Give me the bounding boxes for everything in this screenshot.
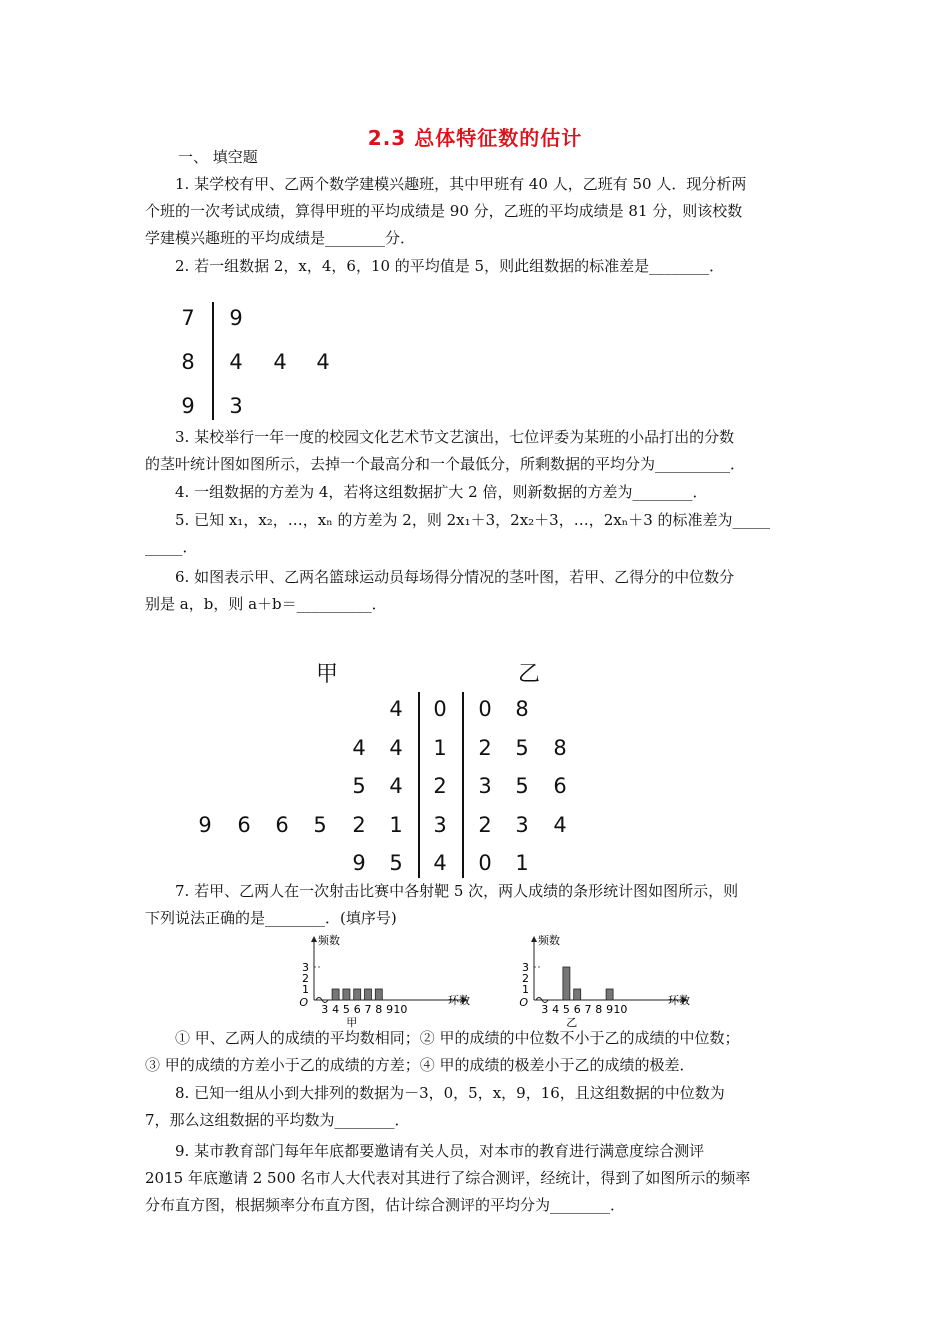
q7-option-line: ③ 甲的成绩的方差小于乙的成绩的方差；④ 甲的成绩的极差小于乙的成绩的极差．: [145, 1056, 695, 1074]
leaf-yi: 4: [553, 813, 567, 837]
stem: 2: [433, 774, 447, 798]
q9-line: 分布直方图，根据频率分布直方图，估计综合测评的平均分为________．: [145, 1196, 626, 1214]
y-tick-label: 1: [302, 983, 309, 996]
q6-line: 别是 a，b，则 a＋b＝__________．: [145, 595, 387, 613]
y-axis-arrow: [531, 936, 537, 942]
page-title: 2.3 总体特征数的估计: [367, 126, 583, 150]
bar-chart-jia: [284, 932, 484, 1032]
x-tick-label: 9: [606, 1003, 614, 1016]
q7-option-line: ① 甲、乙两人的成绩的平均数相同；② 甲的成绩的中位数不小于乙的成绩的中位数；: [175, 1029, 740, 1047]
bar: [606, 989, 613, 1000]
x-tick-label: 5: [342, 1003, 350, 1016]
x-tick-label: 5: [562, 1003, 570, 1016]
q5-line: 5. 已知 x₁，x₂，…，xₙ 的方差为 2，则 2x₁＋3，2x₂＋3，…，2xₙ＋3 的标准差为_____: [175, 511, 771, 529]
q7-line: 7. 若甲、乙两人在一次射击比赛中各射靶 5 次，两人成绩的条形统计图如图所示，则: [175, 882, 739, 900]
bar: [332, 989, 339, 1000]
leaf-yi: 6: [553, 774, 567, 798]
x-tick-label: 7: [584, 1003, 592, 1016]
q8-line: 8. 已知一组从小到大排列的数据为－3，0，5，x，9，16，且这组数据的中位数为: [175, 1084, 725, 1102]
leaf-jia: 1: [389, 813, 403, 837]
bar: [343, 989, 350, 1000]
leaf-yi: 8: [553, 736, 567, 760]
x-tick-label: 8: [375, 1003, 383, 1016]
bar: [563, 967, 570, 1000]
leaf-jia: 4: [389, 736, 403, 760]
bar: [354, 989, 361, 1000]
x-tick-label: 4: [552, 1003, 560, 1016]
question-9: [145, 1138, 807, 1219]
leaf-jia: 9: [198, 813, 212, 837]
leaf-yi: 3: [515, 813, 529, 837]
leaf: 4: [273, 350, 287, 374]
question-7: [145, 878, 807, 932]
question-8: [145, 1080, 807, 1134]
chart-title: 乙: [566, 1016, 578, 1029]
x-axis-label: 环数: [448, 994, 470, 1007]
q1-line: 学建模兴趣班的平均成绩是________分．: [145, 229, 416, 247]
leaf-yi: 8: [515, 697, 529, 721]
q4-line: 4. 一组数据的方差为 4，若将这组数据扩大 2 倍，则新数据的方差为________．: [175, 483, 708, 501]
leaf-yi: 2: [478, 736, 492, 760]
leaf-jia: 6: [237, 813, 251, 837]
leaf-jia: 4: [352, 736, 366, 760]
right-divider: [462, 692, 464, 878]
question-3: [145, 424, 807, 478]
leaf: 3: [229, 394, 243, 418]
leaf-yi: 1: [515, 851, 529, 875]
left-divider: [418, 692, 420, 878]
bar-chart-yi: [504, 932, 704, 1032]
leaf-jia: 5: [352, 774, 366, 798]
leaf-jia: 4: [389, 697, 403, 721]
leaf-yi: 3: [478, 774, 492, 798]
y-tick-label: 3: [522, 961, 529, 974]
leaf-jia: 5: [313, 813, 327, 837]
leaf-yi: 0: [478, 851, 492, 875]
bar: [375, 989, 382, 1000]
q5-line: _____．: [145, 538, 198, 556]
x-tick-label: 3: [321, 1003, 329, 1016]
leaf-yi: 5: [515, 774, 529, 798]
origin-label: O: [299, 996, 308, 1009]
yi-label: 乙: [518, 662, 541, 687]
x-tick-label: 6: [573, 1003, 581, 1016]
leaf-jia: 5: [389, 851, 403, 875]
bar: [365, 989, 372, 1000]
leaf-jia: 4: [389, 774, 403, 798]
stem: 8: [181, 350, 195, 374]
leaf: 9: [229, 306, 243, 330]
leaf: 4: [316, 350, 330, 374]
y-tick-label: 1: [522, 983, 529, 996]
leaf-yi: 5: [515, 736, 529, 760]
q9-line: 9. 某市教育部门每年年底都要邀请有关人员，对本市的教育进行满意度综合测评: [175, 1142, 705, 1160]
question-5: [145, 507, 807, 561]
y-tick-label: 3: [302, 961, 309, 974]
q7-line: 下列说法正确的是________．(填序号): [145, 909, 397, 927]
q1-line: 个班的一次考试成绩，算得甲班的平均成绩是 90 分，乙班的平均成绩是 81 分，则该校数: [145, 202, 743, 220]
chart-title: 甲: [346, 1016, 358, 1029]
q2-line: 2. 若一组数据 2，x，4，6，10 的平均值是 5，则此组数据的标准差是________．: [175, 257, 725, 275]
y-axis-label: 频数: [318, 934, 340, 947]
question-1: [145, 171, 807, 252]
x-tick-label: 3: [541, 1003, 549, 1016]
x-tick-label: 10: [393, 1003, 408, 1016]
q3-line: 3. 某校举行一年一度的校园文化艺术节文艺演出，七位评委为某班的小品打出的分数: [175, 428, 735, 446]
q8-line: 7，那么这组数据的平均数为________．: [145, 1111, 410, 1129]
leaf-yi: 0: [478, 697, 492, 721]
q6-line: 6. 如图表示甲、乙两名篮球运动员每场得分情况的茎叶图，若甲、乙得分的中位数分: [175, 568, 735, 586]
leaf-jia: 6: [275, 813, 289, 837]
y-tick-label: 2: [302, 972, 309, 985]
stem-divider: [212, 302, 214, 420]
y-axis-arrow: [311, 936, 317, 942]
x-tick-label: 6: [353, 1003, 361, 1016]
q1-line: 1. 某学校有甲、乙两个数学建模兴趣班，其中甲班有 40 人，乙班有 50 人．现分析两: [175, 175, 747, 193]
stem: 3: [433, 813, 447, 837]
stem: 4: [433, 851, 447, 875]
y-tick-label: 2: [522, 972, 529, 985]
stem: 9: [181, 394, 195, 418]
leaf-yi: 2: [478, 813, 492, 837]
x-axis-label: 环数: [668, 994, 690, 1007]
bar: [574, 989, 581, 1000]
jia-label: 甲: [316, 662, 339, 687]
origin-label: O: [519, 996, 528, 1009]
question-7-options: [145, 1025, 807, 1079]
question-6: [145, 564, 807, 618]
question-2: [145, 253, 807, 280]
leaf: 4: [229, 350, 243, 374]
leaf-jia: 9: [352, 851, 366, 875]
q3-line: 的茎叶统计图如图所示，去掉一个最高分和一个最低分，所剩数据的平均分为__________．: [145, 455, 746, 473]
q9-line: 2015 年底邀请 2 500 名市人大代表对其进行了综合测评，经统计，得到了如图所示的频率: [145, 1169, 751, 1187]
leaf-jia: 2: [352, 813, 366, 837]
y-axis-label: 频数: [538, 934, 560, 947]
x-tick-label: 10: [613, 1003, 628, 1016]
x-tick-label: 9: [386, 1003, 394, 1016]
x-tick-label: 7: [364, 1003, 372, 1016]
question-4: [145, 479, 807, 506]
stem: 7: [181, 306, 195, 330]
stem: 1: [433, 736, 447, 760]
section-heading: 一、 填空题: [178, 148, 258, 166]
stem: 0: [433, 697, 447, 721]
x-tick-label: 4: [332, 1003, 340, 1016]
x-tick-label: 8: [595, 1003, 603, 1016]
